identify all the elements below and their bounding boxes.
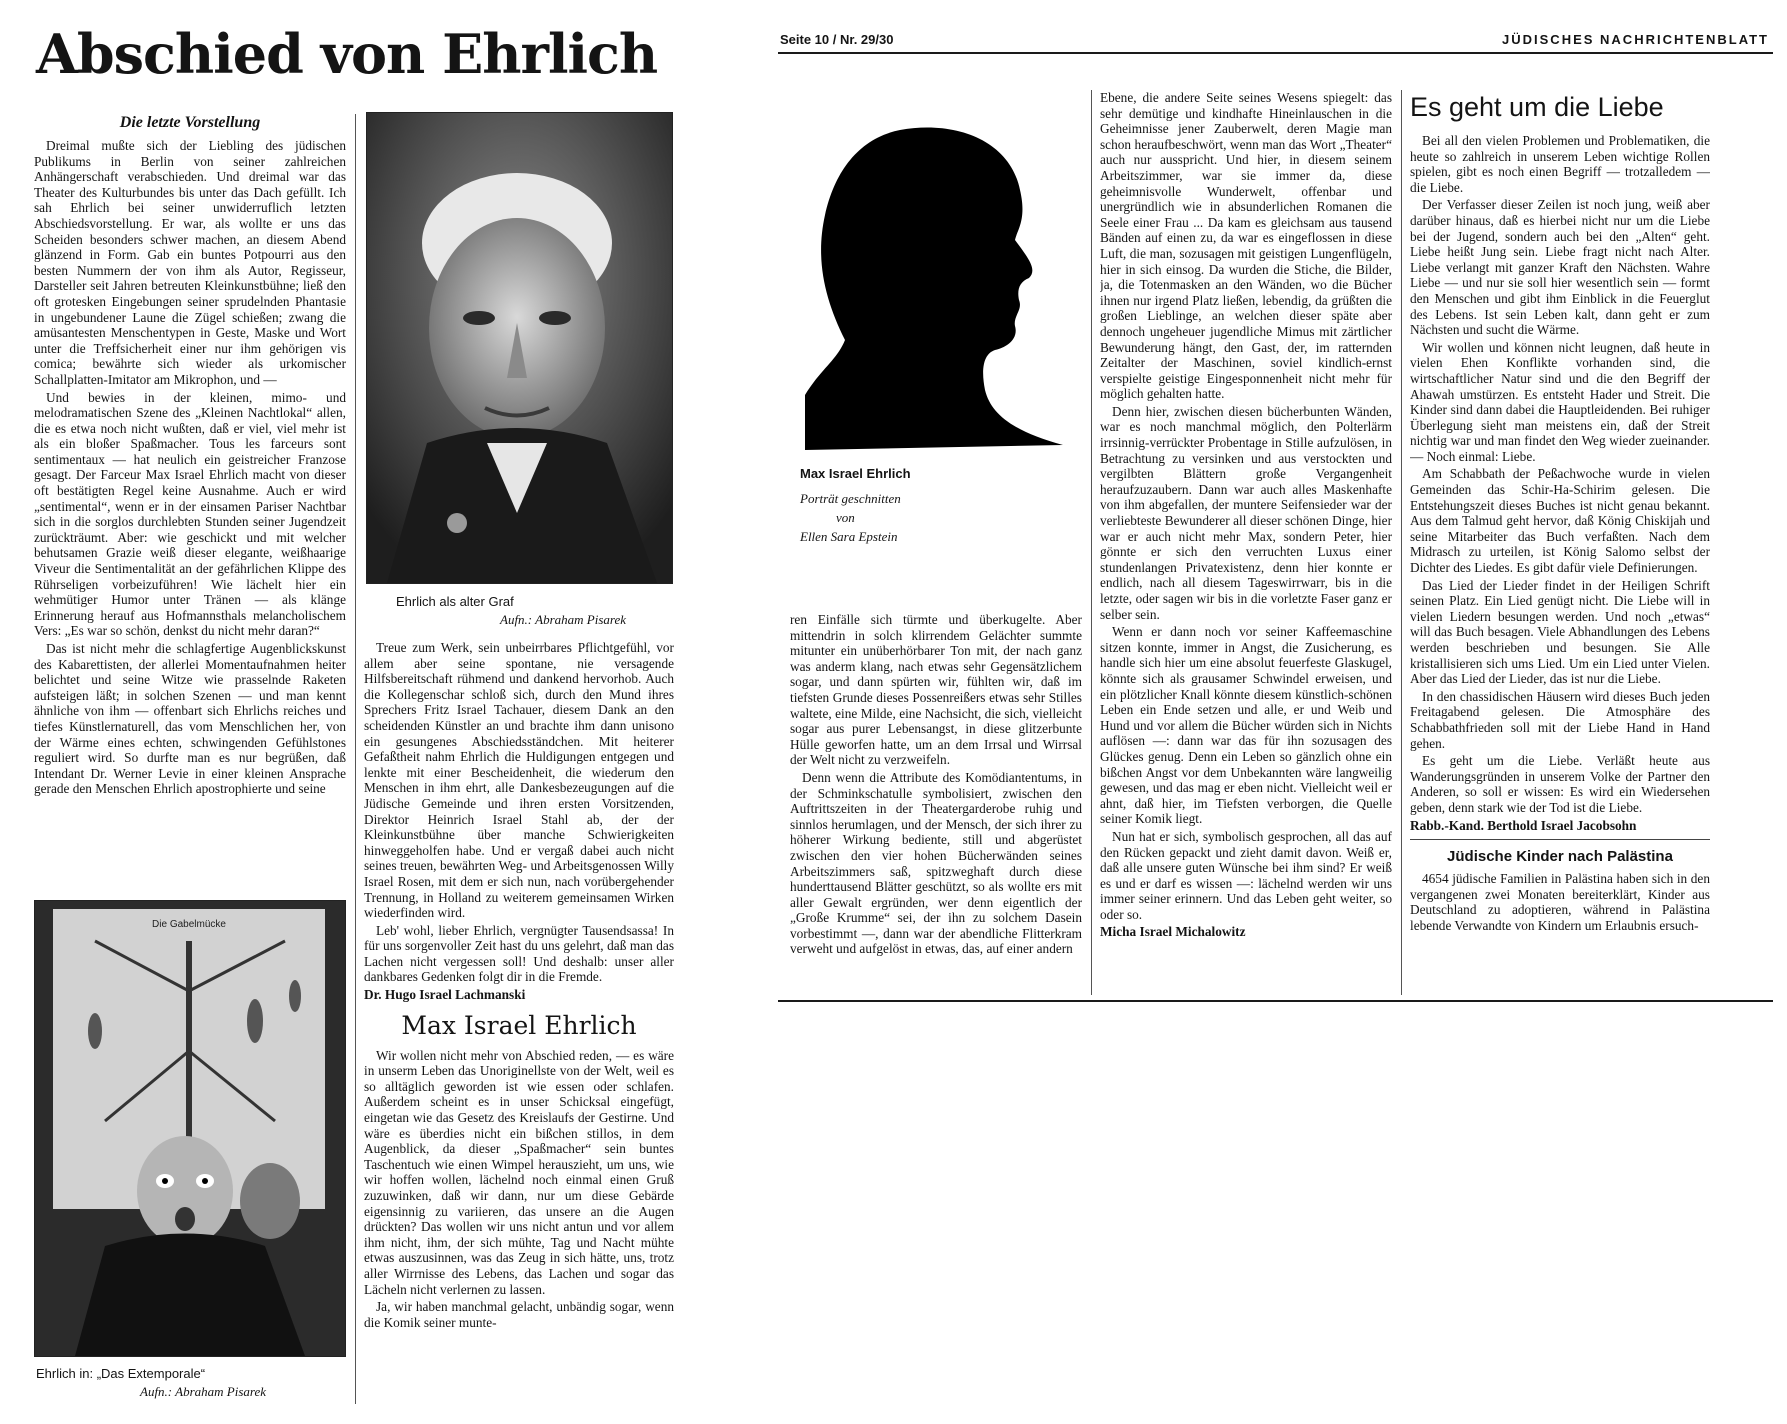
silhouette-caption-line3: Ellen Sara Epstein bbox=[800, 529, 898, 544]
headline-max-israel-ehrlich: Max Israel Ehrlich bbox=[401, 1010, 637, 1040]
article-continued-col-a bbox=[790, 612, 1082, 992]
photo2-credit: Aufn.: Abraham Pisarek bbox=[140, 1384, 267, 1399]
headline-abschied: Abschied von Ehrlich bbox=[36, 22, 658, 86]
headline-es-geht-um-die-liebe: Es geht um die Liebe bbox=[1410, 92, 1664, 122]
article-paragraph: Wenn er dann noch vor seiner Kaffeemaschine sitzen konnte, immer in Angst, die Zusicherung, es handle sich hier um eine absolut feuerfeste Glaskugel, könnte sich als grausamer Schwindel erweisen, und ein plötzlicher Knall könnte diesem künstlich-schönen Leben ein Ende setzen und alle, er und Weib und Hund und vor allem die Bücher würden sich in Nichts auflösen —: dann war das für ihn sozusagen des Glückes genug. Denn ein Leben so gänzlich ohne ein bißchen Angst vor dem Unbekannten wäre langweilig gewesen, und das mag er eben nicht. Vielleicht weil er ahnt, daß hier, im Tiefsten verborgen, die Quelle seiner Komik liegt. bbox=[1100, 624, 1392, 827]
folio: Seite 10 / Nr. 29/30 bbox=[780, 32, 894, 47]
photo2-caption: Ehrlich in: „Das Extemporale“ bbox=[36, 1366, 206, 1381]
photo-ehrlich-alter-graf bbox=[366, 112, 673, 584]
headline-juedische-kinder: Jüdische Kinder nach Palästina bbox=[1447, 848, 1673, 866]
article-paragraph: Treue zum Werk, sein unbeirrbares Pflichtgefühl, vor allem aber seine spontane, nie versagende Hilfsbereitschaft rühmend und dankend hervorhob. Auch die Kollegenschar schloß sich, durch den Mund ihres Sprechers Fritz Israel Tachauer, diesem Dank an den scheidenden Künstler an und brachte ihm dann unisono ein gesungenes Abschiedsständchen. Mit heiterer Gefaßtheit nahm Ehrlich die Huldigungen entgegen und lenkte mit einer Bescheidenheit, die wiederum den Menschen in ihm ehrt, alle Dankesbezeugungen auf die Jüdische Gemeinde und ihren ersten Vorsitzenden, Direktor Heinrich Israel Stahl ab, der der Kleinkunstbühne über manche Schwierigkeiten hinweggeholfen habe. Und er vergaß dabei auch nicht seines treuen, bewährten Weg- und Arbeitsgenossen Willy Israel Rosen, mit dem er sich nun, nach vorübergehender Trennung, in Holland zu weiterem gemeinsamen Wirken wiederfinden wird. bbox=[364, 640, 674, 921]
silhouette-graphic bbox=[805, 120, 1065, 450]
article-paragraph: Ja, wir haben manchmal gelacht, unbändig sogar, wenn die Komik seiner munte- bbox=[364, 1299, 674, 1330]
article-continued-col-b bbox=[1100, 90, 1392, 995]
article-paragraph: Der Verfasser dieser Zeilen ist noch jung, weiß aber darüber hinaus, daß es hierbei nicht nur um die Liebe bei der Jugend, sondern auch bei den „Alten“ geht. Liebe heißt Jung sein. Liebe fragt nicht nach Alter. Liebe verlangt mit ganzer Kraft den Nächsten. Wahre Liebe — und nur sie soll hier wesentlich sein — formt den Menschen und gibt ihm Einblick in die Feuerglut des Lebens. Ist sein Leben kalt, dann geht er zum Nächsten und sucht die Wärme. bbox=[1410, 197, 1710, 338]
right-newspaper-page bbox=[770, 0, 1787, 1424]
left-newspaper-page bbox=[0, 0, 705, 1424]
article-paragraph: Leb' wohl, lieber Ehrlich, vergnügter Tausendsassa! In für uns sorgenvoller Zeit hast du uns gelehrt, daß man das Lachen nicht vergessen soll! Und deshalb: unser aller dankbares Gedenken folgt dir in die Fremde. bbox=[364, 922, 674, 985]
stage-photo-graphic bbox=[35, 901, 345, 1356]
silhouette-caption-name: Max Israel Ehrlich bbox=[800, 466, 911, 481]
kicker-letzte-vorstellung: Die letzte Vorstellung bbox=[119, 114, 261, 131]
column-divider bbox=[1091, 90, 1092, 995]
article-paragraph: Dreimal mußte sich der Liebling des jüdischen Publikums in Berlin von seiner zahlreichen Anhängerschaft verabschieden. Und dreimal war das Theater des Kulturbundes bis unter das Dach gefüllt. Ich sah Ehrlich bei seiner unwiderruflich letzten Abschiedsvorstellung. Er war, als wollte er uns das Scheiden besonders schwer machen, an diesem Abend glänzend in Form. Gab ein buntes Potpourri aus den besten Nummern der von ihm als Autor, Regisseur, Darsteller seit Jahren betreuten Kleinkunstbühne; ließ den oft grotesken Eingebungen seiner sprudelnden Phantasie in ungebundener Laune die Zügel schießen; zwang die amüsantesten Menschentypen in Geste, Maske und Wort unter die Treffsicherheit einer nur ihm gehörigen vis comica; bewährte sich wieder als urkomischer Schallplatten-Imitator am Mikrophon, und — bbox=[34, 138, 346, 387]
poster-title: Die Gabelmücke bbox=[152, 919, 226, 930]
article-paragraph: Wir wollen nicht mehr von Abschied reden, — es wäre in unserm Leben das Unoriginellste von der Welt, weil es so alltäglich geworden ist wie essen oder schlafen. Außerdem scheint es in unser Schicksal eingefügt, eingetan wie das Gesetz des Kreislaufs der Gestirne. Und wäre es überdies nicht ein bißchen stillos, in dem Augenblick, da dieser „Spaßmacher“ sein buntes Taschentuch wie einen Wimpel herauszieht, um uns, wie wir hoffen wollen, lächelnd noch einmal einen Gruß zuzuwinken, daß wir dann, nur um diese Gebärde eigensinnig zu variieren, das unsere an die Augen drückten? Das wollen wir uns nicht antun und vor allem ihm nicht, ihm, der sich mühte, Tag und Nacht mühte etwas auszusinnen, was das Zeug in sich hätte, uns, trotz aller Wirrnisse des Lebens, das Lachen und sogar das Lächeln nicht verlernen zu lassen. bbox=[364, 1047, 674, 1297]
article-paragraph: Nun hat er sich, symbolisch gesprochen, all das auf den Rücken gepackt und zieht damit davon. Weiß er, daß alle unsere guten Wünsche bei ihm sind? Er weiß es und er darf es wissen —: lächelnd werden wir uns immer seiner erinnern. Und das Leben geht weiter, so oder so. bbox=[1100, 828, 1392, 922]
article-paragraph: Denn wenn die Attribute des Komödiantentums, in der Schminkschatulle symbolisiert, zwischen den Auftrittszeiten in der Theatergarderobe ruhig und sinnlos herumlagen, und der Mensch, der sich ihrer zu höherer Wirkung bediente, still und abgerüstet zwischen den vier hohen Bücherwänden seines Arbeitszimmers saß, spitzweghaft durch diese hunderttausend Blätter geschützt, so als wollte ers mit aller Gewalt ergründen, wer denn eigentlich der „Große Krumme“ sei, der ihn zu solchem Dasein vorbestimmt —, dann war der abendliche Flitterkram verweht und aufgelöst in etwas, das, auf einer andern bbox=[790, 769, 1082, 957]
silhouette-portrait bbox=[805, 120, 1065, 450]
article-paragraph: Es geht um die Liebe. Verläßt heute aus Wanderungsgründen in unserem Volke der Partner den Anderen, so soll er wissen: Es wird ein Wiedersehen geben, denn stark wie der Tod ist die Liebe. bbox=[1410, 753, 1710, 815]
masthead: JÜDISCHES NACHRICHTENBLATT bbox=[1502, 32, 1769, 47]
silhouette-caption-line1: Porträt geschnitten bbox=[800, 491, 901, 506]
section-rule bbox=[1410, 839, 1710, 840]
article-paragraph: Bei all den vielen Problemen und Problematiken, die heute so zahlreich in unserem Leben wichtige Rollen spielen, gibt es noch einen Begriff — trotzalledem — die Liebe. bbox=[1410, 133, 1710, 195]
article-abschied-col1 bbox=[34, 114, 346, 889]
article-paragraph: Das ist nicht mehr die schlagfertige Augenblickskunst des Kabarettisten, der allerlei Momentaufnahmen heiter belichtet und seine Witze wie prasselnde Raketen aufsteigen läßt; in solchen Szenen — und man kennt ähnliche von ihm — offenbart sich Ehrlichs reiches und tiefes Künstlernaturell, das vom Menschlichen her, von der Wärme eines echten, schwingenden Gefühlstones reguliert wird. So durfte man es nur begrüßen, daß Intendant Dr. Werner Levie in einer kleinen Ansprache gerade den Menschen Ehrlich apostrophierte und seine bbox=[34, 641, 346, 797]
header-rule bbox=[778, 52, 1773, 54]
article-paragraph: Und bewies in der kleinen, mimo- und melodramatischen Szene des „Kleinen Nachtlokal“ allen, die es etwa noch nicht wußten, daß er viel, viel mehr ist als ein bloßer Spaßmacher. Tous les farceurs sont sentimentaux — hat neulich ein geistreicher Franzose gesagt. Der Farceur Max Israel Ehrlich macht von dieser oft bestätigten Regel keine Ausnahme. Auch er wird „sentimental“, wenn er in der einsamen Pariser Nachtbar sich in die sorglos durchlebten Stunden seiner Jugendzeit zurückträumt. Aber: wie geschickt und mit welcher behutsamen Grazie weiß dieser elegante, weißhaarige Viveur die Sentimentalität an der gefährlichen Klippe des Rührseligen vorbeizuführen! Wie lächelt hier ein wehmütiger Humor unter Tränen — als klänge Erinnerung herauf aus Hofmannsthals melancholischem Vers: „Es war so schön, denkst du nicht mehr daran?“ bbox=[34, 389, 346, 639]
photo-das-extemporale bbox=[34, 900, 346, 1357]
article-abschied-col2 bbox=[364, 640, 674, 1420]
article-es-geht-um-die-liebe bbox=[1410, 92, 1710, 995]
column-divider bbox=[355, 114, 356, 1404]
article-paragraph: Am Schabbath der Peßachwoche wurde in vielen Gemeinden das Schir-Ha-Schirim gelesen. Die Entstehungszeit dieses Buches ist nicht genau bekannt. Aus dem Talmud geht hervor, daß König Chiskijah und seine Mitarbeiter das Buch verfaßten. Nach dem Midrasch zu urteilen, ist König Salomo selbst der Dichter des Liedes. Es gibt dafür viele Definierungen. bbox=[1410, 466, 1710, 576]
photo1-caption: Ehrlich als alter Graf bbox=[396, 594, 514, 609]
article-paragraph: Das Lied der Lieder findet in der Heiligen Schrift seinen Platz. Ein Lied genügt nicht. Die Liebe will in vielen Liedern besungen werden. Und noch „etwas“ will das Buch besagen. Viele Abhandlungen des Lebens werden beschrieben und besungen. Sie Alle kristallisieren sich ums Lied. Um ein Lied unter Vielen. Aber das Lied der Lieder, das ist nur die Liebe. bbox=[1410, 577, 1710, 687]
photo1-credit: Aufn.: Abraham Pisarek bbox=[500, 612, 627, 627]
article-paragraph: Denn hier, zwischen diesen bücherbunten Wänden, war es noch manchmal möglich, den Polterlärm irrsinnig-verrückter Probentage in Stille aufzulösen, in Betrachtung zu versinken und aus verstockten und vergilbten Blättern große Vergangenheit heraufzuzaubern. Dann war auch alles Maskenhafte von ihm abgefallen, der muntere Seifensieder war der verliebteste Bewunderer all dieser schönen Dinge, hier war er auch nicht mehr Max, sondern Peter, hier gönnte er sich den verruchten Luxus einer stundenlangen Privatexistenz, denn hier konnte er endlich, nach all diesem Tageswirrwarr, bis in die letzte, oder sagen wir bis in die vorletzte Faser ganz er selber sein. bbox=[1100, 403, 1392, 622]
article-paragraph: Wir wollen und können nicht leugnen, daß heute in vielen Ehen Konflikte vorhanden sind, die wirtschaftlicher Natur sind und die den Begriff der Ahawah umstürzen. Es entsteht Hader und Streit. Die Kinder sind dann dabei die Hauptleidenden. Bei ruhiger Überlegung sieht man meistens ein, daß der Streit nichtig war und man findet den Weg wieder zueinander. — Noch einmal: Liebe. bbox=[1410, 339, 1710, 464]
article-paragraph: Ebene, die andere Seite seines Wesens spiegelt: das sehr demütige und kindhafte Hineinlauschen in die Geheimnisse jener Zauberwelt, deren Magie man schon heraufbeschwört, wenn man das Wort „Theater“ auch nur ausspricht. Und hier, in diesem seinem Arbeitszimmer, war sie immer da, diese geheimnisvolle Wunderwelt, offenbar und unergründlich wie in absunderlichen Romanen die Seele einer Frau ... Da kam es gleichsam aus tausend Bänden auf einen zu, da war es eingeflossen in diese Luft, die man, sozusagen mit geistigen Lungenflügeln, hier in sich einsog. Da wurden die Stiche, die Bilder, ja, die Totenmasken an den Wänden, wo die Bücher ihnen nur irgend Platz ließen, lebendig, da grüßten die großen Lieblinge, an welchen dieser späte aber dennoch ungeheuer jugendliche Mimus mit zärtlicher Bewunderung hängt, den Gast, der, im ratternden Zeitalter der Maschinen, soviel kindlich-ernst verspielte geistige Eingesponnenheit nicht mehr für möglich gehalten hatte. bbox=[1100, 90, 1392, 402]
bottom-rule bbox=[778, 1000, 1773, 1002]
article-signature-jacobsohn: Rabb.-Kand. Berthold Israel Jacobsohn bbox=[1410, 817, 1637, 833]
article-paragraph: 4654 jüdische Familien in Palästina haben sich in den vergangenen zwei Monaten bereiterklärt, Kinder aus Deutschland zu adoptieren, während in Palästina lebende Verwandte von Kindern um Erlaubnis ersuch- bbox=[1410, 871, 1710, 933]
column-divider bbox=[1401, 90, 1402, 995]
article-paragraph: ren Einfälle sich türmte und überkugelte. Aber mittendrin in solch klirrendem Gelächter summte mitunter ein unüberhörbarer Ton mit, der nach ganz was anderm klang, nach etwas sehr Gegensätzlichem sogar, und dann spürten wir, fühlten wir, daß im tiefsten Grunde dieses Possenreißers etwas sehr Stilles waltete, eine Milde, eine Nachsicht, die sich, vielleicht sogar aus purer Lebensangst, in diese glitzerbunte Hülle geworfen hatte, um an dem Irrsal und Wirrsal der Welt nicht zu verzweifeln. bbox=[790, 612, 1082, 768]
article1-signature: Dr. Hugo Israel Lachmanski bbox=[364, 987, 526, 1003]
portrait-photo-graphic bbox=[367, 113, 672, 583]
article-paragraph: In den chassidischen Häusern wird dieses Buch jeden Freitagabend gelesen. Die Atmosphäre des Schabbathfrieden soll mit der Liebe Hand in Hand gehen. bbox=[1410, 688, 1710, 751]
article-signature-michalowitz: Micha Israel Michalowitz bbox=[1100, 924, 1246, 940]
silhouette-caption-line2: von bbox=[836, 510, 855, 525]
